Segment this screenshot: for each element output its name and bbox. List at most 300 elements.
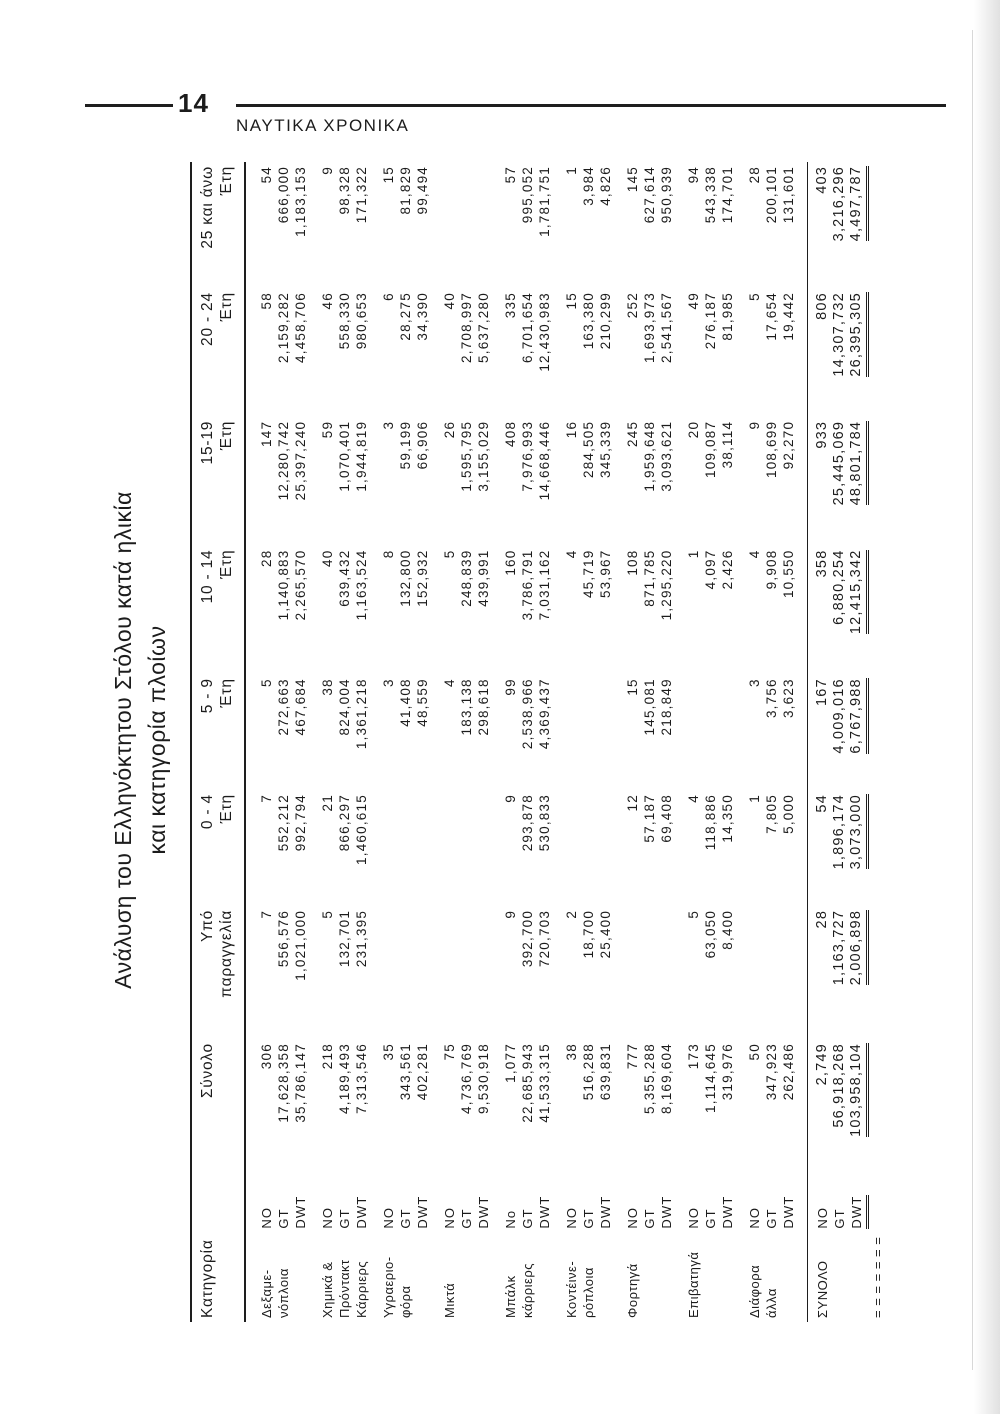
value-cell: 17,628,358 <box>276 1043 291 1123</box>
value-cell: 183,138 <box>459 678 474 736</box>
header-age-0-4: 0 - 4 Έτη <box>199 794 235 830</box>
value-cell: 5,355,288 <box>642 1043 657 1114</box>
group-spacer <box>492 162 502 1322</box>
value-cell: 777 <box>625 1043 640 1070</box>
value-cell: 2,426 <box>720 549 735 590</box>
value-cell: 995,052 <box>520 166 535 224</box>
value-cell: 41,408 <box>398 678 413 727</box>
value-cell: 4 <box>564 549 579 559</box>
value-cell: 4,369,437 <box>537 678 552 750</box>
page-edge-shadow <box>974 0 1000 1414</box>
total-label: ΣΥΝΟΛΟ <box>808 1233 832 1322</box>
unit-cell: GT <box>398 1208 413 1229</box>
category-cell: Μικτά <box>442 1282 457 1318</box>
value-cell: 1,183,153 <box>293 166 308 237</box>
total-value-cell: 2,749 <box>808 1039 832 1181</box>
table-row <box>441 162 458 1322</box>
value-cell: 824,004 <box>337 678 352 736</box>
unit-cell: DWT <box>781 1195 796 1229</box>
header-age-20-24: 20 - 24 Έτη <box>199 292 235 346</box>
value-cell: 293,878 <box>520 794 535 852</box>
double-underlined-value: 2,006,898 <box>848 910 869 985</box>
value-cell <box>641 906 658 1039</box>
unit-cell: NO <box>259 1206 274 1229</box>
table-row <box>763 162 780 1322</box>
value-cell: 19,442 <box>781 292 796 341</box>
total-value-cell <box>848 546 869 675</box>
value-cell: 147 <box>259 420 274 447</box>
table-title: Ανάλυση του Ελληνόκτητου Στόλου κατά ηλικία <box>110 491 136 989</box>
value-cell: 25,400 <box>598 909 613 959</box>
unit-cell: GT <box>642 1208 657 1229</box>
total-value-cell: 1,896,174 <box>831 794 847 870</box>
unit-cell: DWT <box>476 1195 491 1229</box>
category-cell: Κάρριερς <box>354 1260 369 1318</box>
value-cell: 46 <box>320 292 335 310</box>
value-cell: 28 <box>259 549 274 567</box>
value-cell: 4 <box>442 678 457 687</box>
value-cell: 15 <box>625 678 640 696</box>
group-spacer <box>431 162 441 1322</box>
value-cell: 347,923 <box>764 1043 779 1101</box>
value-cell: 3,786,791 <box>520 549 535 621</box>
value-cell: 8,169,604 <box>659 1043 674 1114</box>
value-cell: 1,460,615 <box>354 794 369 865</box>
value-cell <box>414 906 431 1039</box>
value-cell <box>563 790 580 906</box>
value-cell <box>563 674 580 790</box>
value-cell: 200,101 <box>764 166 779 224</box>
header-age-5-9: 5 - 9 Έτη <box>199 678 235 714</box>
value-cell: 14,350 <box>720 794 735 843</box>
group-spacer <box>797 162 808 1322</box>
value-cell: 50 <box>747 1043 762 1061</box>
header-category: Κατηγορία <box>199 1239 216 1318</box>
unit-cell: GT <box>581 1208 596 1229</box>
total-value-cell: 6,880,254 <box>831 549 847 625</box>
value-cell: 992,794 <box>293 794 308 852</box>
category-cell: Επιβατηγά <box>686 1251 701 1318</box>
value-cell <box>475 906 492 1039</box>
value-cell: 1,070,401 <box>337 420 352 492</box>
total-value-cell: 25,445,069 <box>831 420 847 506</box>
total-label <box>848 1233 869 1322</box>
table-row <box>397 162 414 1322</box>
table-row <box>275 162 292 1322</box>
value-cell <box>380 906 397 1039</box>
value-cell <box>702 674 719 790</box>
value-cell <box>397 790 414 906</box>
table-row <box>780 162 797 1322</box>
header-age-15-19: 15-19 Έτη <box>199 420 235 465</box>
table-row <box>685 162 702 1322</box>
total-value-cell: 403 <box>808 162 832 288</box>
unit-cell: DWT <box>293 1195 308 1229</box>
value-cell: 439,991 <box>476 549 491 607</box>
value-cell: 131,601 <box>781 166 796 224</box>
value-cell: 45,719 <box>581 549 596 599</box>
rotated-table-page <box>110 130 890 1350</box>
category-cell: Φορτηγά <box>625 1263 640 1318</box>
value-cell: 284,505 <box>581 420 596 479</box>
header-total: Σύνολο <box>199 1043 216 1099</box>
value-cell: 5 <box>442 549 457 559</box>
total-unit-cell: GT <box>832 1208 847 1229</box>
value-cell: 10,550 <box>781 549 796 599</box>
unit-cell: NO <box>564 1206 579 1229</box>
value-cell: 1 <box>564 166 579 175</box>
value-cell: 75 <box>442 1043 457 1061</box>
table-row <box>414 162 431 1322</box>
value-cell: 5 <box>259 678 274 687</box>
value-cell: 92,270 <box>781 420 796 470</box>
value-cell: 5,000 <box>781 794 796 834</box>
double-underlined-value: 26,395,305 <box>848 292 869 377</box>
value-cell: 18,700 <box>581 909 596 959</box>
category-cell: φόρα <box>398 1285 413 1318</box>
total-unit-cell <box>848 1181 869 1233</box>
value-cell: 163,380 <box>581 292 596 350</box>
value-cell <box>475 162 492 288</box>
value-cell: 4 <box>747 549 762 559</box>
value-cell: 3,155,029 <box>476 420 491 492</box>
category-cell: νόπλοια <box>276 1268 291 1318</box>
category-cell <box>702 1233 719 1322</box>
value-cell: 59,199 <box>398 420 413 470</box>
value-cell: 871,785 <box>642 549 657 607</box>
table-row <box>597 162 614 1322</box>
value-cell <box>441 790 458 906</box>
group-spacer <box>553 162 563 1322</box>
value-cell: 12,280,742 <box>276 420 291 501</box>
header-rule-right <box>236 104 946 107</box>
table-body <box>245 162 886 1322</box>
category-cell <box>458 1233 475 1322</box>
value-cell: 218,849 <box>659 678 674 736</box>
value-cell: 272,663 <box>276 678 291 736</box>
value-cell: 14,668,446 <box>537 420 552 501</box>
total-value-cell: 806 <box>808 288 832 417</box>
table-row <box>319 162 336 1322</box>
value-cell: 210,299 <box>598 292 613 350</box>
total-unit-cell: NO <box>808 1181 832 1233</box>
value-cell: 160 <box>503 549 518 576</box>
value-cell: 15 <box>564 292 579 310</box>
category-cell: άλλα <box>764 1288 779 1318</box>
value-cell: 94 <box>686 166 701 184</box>
table-row <box>702 162 719 1322</box>
value-cell: 552,212 <box>276 794 291 852</box>
value-cell <box>780 906 797 1039</box>
value-cell <box>658 906 675 1039</box>
value-cell: 666,000 <box>276 166 291 224</box>
value-cell: 2,538,966 <box>520 678 535 750</box>
table-row <box>624 162 641 1322</box>
value-cell <box>458 906 475 1039</box>
value-cell: 49 <box>686 292 701 310</box>
unit-cell: No <box>503 1209 518 1229</box>
category-cell <box>719 1233 736 1322</box>
value-cell: 3,984 <box>581 166 596 206</box>
header-rule-left <box>85 104 173 107</box>
value-cell: 2 <box>564 909 579 919</box>
value-cell: 59 <box>320 420 335 439</box>
value-cell: 3,756 <box>764 678 779 719</box>
value-cell: 118,886 <box>703 794 718 851</box>
value-cell: 4,189,493 <box>337 1043 352 1114</box>
table-row <box>458 162 475 1322</box>
value-cell: 4,826 <box>598 166 613 206</box>
group-spacer <box>614 162 624 1322</box>
value-cell: 21 <box>320 794 335 812</box>
category-cell: Κοντέινε- <box>564 1260 579 1318</box>
unit-cell: DWT <box>720 1195 735 1229</box>
value-cell: 40 <box>320 549 335 567</box>
value-cell: 7 <box>259 909 274 919</box>
value-cell: 12 <box>625 794 640 812</box>
value-cell: 171,322 <box>354 166 369 224</box>
value-cell: 28 <box>747 166 762 184</box>
value-cell: 543,338 <box>703 166 718 224</box>
value-cell: 345,339 <box>598 420 613 479</box>
value-cell: 1,295,220 <box>659 549 674 621</box>
value-cell: 109,087 <box>703 420 718 479</box>
value-cell: 245 <box>625 420 640 447</box>
category-cell: Χημικά & <box>320 1261 335 1318</box>
unit-cell: DWT <box>354 1195 369 1229</box>
value-cell: 516,288 <box>581 1043 596 1101</box>
value-cell: 174,701 <box>720 166 735 224</box>
value-cell: 7,976,993 <box>520 420 535 492</box>
value-cell: 343,561 <box>398 1043 413 1101</box>
value-cell: 1,140,883 <box>276 549 291 621</box>
value-cell <box>763 906 780 1039</box>
total-row <box>808 162 832 1322</box>
value-cell: 108 <box>625 549 640 576</box>
table-row <box>658 162 675 1322</box>
value-cell: 1,781,751 <box>537 166 552 237</box>
value-cell <box>580 790 597 906</box>
value-cell: 69,408 <box>659 794 674 843</box>
category-cell <box>597 1233 614 1322</box>
value-cell <box>380 790 397 906</box>
value-cell: 3,623 <box>781 678 796 719</box>
total-value-cell <box>848 790 869 906</box>
value-cell: 8,400 <box>720 909 735 950</box>
page-number: 14 <box>178 88 209 118</box>
total-row <box>831 162 848 1322</box>
header-on-order: Υπό παραγγελία <box>199 909 235 998</box>
table-header-row <box>191 162 245 1322</box>
total-value-cell <box>848 906 869 1039</box>
value-cell: 34,390 <box>415 292 430 341</box>
total-value-cell: 358 <box>808 546 832 675</box>
unit-cell: NO <box>686 1206 701 1229</box>
table-row <box>475 162 492 1322</box>
header-age-10-14: 10 - 14 Έτη <box>199 549 235 604</box>
page-edge-line <box>972 30 973 1370</box>
value-cell: 38,114 <box>720 420 735 469</box>
value-cell: 17,654 <box>764 292 779 341</box>
table-row <box>380 162 397 1322</box>
table-row <box>519 162 536 1322</box>
table-row <box>245 162 275 1322</box>
value-cell: 35 <box>381 1043 396 1061</box>
value-cell: 4,097 <box>703 549 718 590</box>
value-cell: 99,494 <box>415 166 430 215</box>
value-cell: 4 <box>686 794 701 803</box>
value-cell <box>597 674 614 790</box>
value-cell: 22,685,943 <box>520 1043 535 1123</box>
double-underlined-value: 12,415,342 <box>848 550 869 635</box>
value-cell: 556,576 <box>276 909 291 968</box>
value-cell: 58 <box>259 292 274 310</box>
value-cell: 98,328 <box>337 166 352 215</box>
value-cell: 3 <box>747 678 762 687</box>
total-value-cell: 167 <box>808 674 832 790</box>
category-cell <box>475 1233 492 1322</box>
double-underlined-value: 48,801,784 <box>848 421 869 506</box>
unit-cell: GT <box>764 1208 779 1229</box>
value-cell: 38 <box>320 678 335 696</box>
total-value-cell <box>848 674 869 790</box>
total-value-cell: 933 <box>808 417 832 546</box>
value-cell: 81,829 <box>398 166 413 215</box>
total-value-cell <box>848 1039 869 1181</box>
table-row <box>641 162 658 1322</box>
value-cell: 99 <box>503 678 518 696</box>
value-cell <box>397 906 414 1039</box>
group-spacer <box>736 162 746 1322</box>
unit-cell: NO <box>381 1206 396 1229</box>
value-cell: 6 <box>381 292 396 301</box>
value-cell: 467,684 <box>293 678 308 736</box>
value-cell: 35,786,147 <box>293 1043 308 1123</box>
value-cell: 145,081 <box>642 678 657 736</box>
value-cell: 9 <box>320 166 335 175</box>
value-cell: 54 <box>259 166 274 184</box>
value-cell: 639,432 <box>337 549 352 607</box>
total-value-cell: 3,216,296 <box>831 166 847 242</box>
table-row <box>502 162 519 1322</box>
category-cell: Διάφορα <box>747 1264 762 1318</box>
value-cell: 335 <box>503 292 518 319</box>
value-cell <box>475 790 492 906</box>
category-cell <box>536 1233 553 1322</box>
table-row <box>719 162 736 1322</box>
header-age-25-plus: 25 και άνω Έτη <box>199 166 235 249</box>
value-cell: 392,700 <box>520 909 535 968</box>
total-underline-row <box>869 162 886 1322</box>
unit-cell: NO <box>320 1206 335 1229</box>
unit-cell: GT <box>459 1208 474 1229</box>
value-cell: 3 <box>381 420 396 430</box>
value-cell: 298,618 <box>476 678 491 736</box>
value-cell <box>414 790 431 906</box>
fleet-age-table <box>190 162 886 1322</box>
unit-cell: DWT <box>537 1195 552 1229</box>
total-value-cell: 54 <box>808 790 832 906</box>
value-cell <box>458 790 475 906</box>
double-underlined-value: 3,073,000 <box>848 794 869 869</box>
value-cell: 7,805 <box>764 794 779 834</box>
value-cell <box>441 162 458 288</box>
value-cell: 152,932 <box>415 549 430 607</box>
value-cell: 5 <box>320 909 335 919</box>
value-cell: 57 <box>503 166 518 184</box>
value-cell: 252 <box>625 292 640 319</box>
category-cell <box>292 1233 309 1322</box>
category-cell <box>780 1233 797 1322</box>
value-cell <box>580 674 597 790</box>
total-value-cell: 1,163,727 <box>831 909 847 986</box>
value-cell: 7,313,546 <box>354 1043 369 1114</box>
total-row <box>848 162 869 1322</box>
value-cell: 980,653 <box>354 292 369 350</box>
value-cell: 276,187 <box>703 292 718 350</box>
unit-cell: DWT <box>659 1195 674 1229</box>
value-cell: 40 <box>442 292 457 310</box>
value-cell: 4,736,769 <box>459 1043 474 1114</box>
value-cell: 558,330 <box>337 292 352 350</box>
value-cell: 63,050 <box>703 909 718 959</box>
value-cell: 26 <box>442 420 457 439</box>
value-cell: 1 <box>747 794 762 803</box>
value-cell: 53,967 <box>598 549 613 599</box>
value-cell: 319,976 <box>720 1043 735 1101</box>
total-value-cell: 28 <box>808 906 832 1039</box>
value-cell: 41,533,315 <box>537 1043 552 1123</box>
value-cell: 1,693,973 <box>642 292 657 363</box>
value-cell: 81,985 <box>720 292 735 341</box>
value-cell: 1,944,819 <box>354 420 369 492</box>
category-cell: κάρριερς <box>520 1263 535 1318</box>
value-cell: 7 <box>259 794 274 803</box>
value-cell: 1,021,000 <box>293 909 308 981</box>
value-cell: 218 <box>320 1043 335 1070</box>
category-cell <box>658 1233 675 1322</box>
table-row <box>336 162 353 1322</box>
category-cell: Δεξαμε- <box>259 1269 274 1318</box>
value-cell: 48,559 <box>415 678 430 727</box>
total-value-cell <box>848 417 869 546</box>
value-cell: 627,614 <box>642 166 657 224</box>
category-cell: Υγραεριο- <box>381 1256 396 1318</box>
total-value-cell <box>848 288 869 417</box>
value-cell: 20 <box>686 420 701 439</box>
double-underlined-value: 6,767,988 <box>848 678 869 753</box>
value-cell: 1,361,218 <box>354 678 369 750</box>
value-cell: 16 <box>564 420 579 439</box>
value-cell: 231,395 <box>354 909 369 968</box>
header-unit <box>191 1181 245 1233</box>
unit-cell: DWT <box>415 1195 430 1229</box>
total-value-cell: 4,009,016 <box>831 678 847 754</box>
value-cell: 306 <box>259 1043 274 1070</box>
table-row <box>580 162 597 1322</box>
value-cell: 3 <box>381 678 396 687</box>
value-cell: 1,163,524 <box>354 549 369 621</box>
value-cell: 2,541,567 <box>659 292 674 363</box>
value-cell: 132,800 <box>398 549 413 607</box>
category-cell: ρόπλοια <box>581 1267 596 1318</box>
double-underlined-value: DWT <box>848 1195 869 1228</box>
value-cell: 108,699 <box>764 420 779 479</box>
table-row <box>536 162 553 1322</box>
double-underlined-value: 4,497,787 <box>848 166 869 241</box>
value-cell <box>458 162 475 288</box>
total-value-cell: 14,307,732 <box>831 292 847 377</box>
